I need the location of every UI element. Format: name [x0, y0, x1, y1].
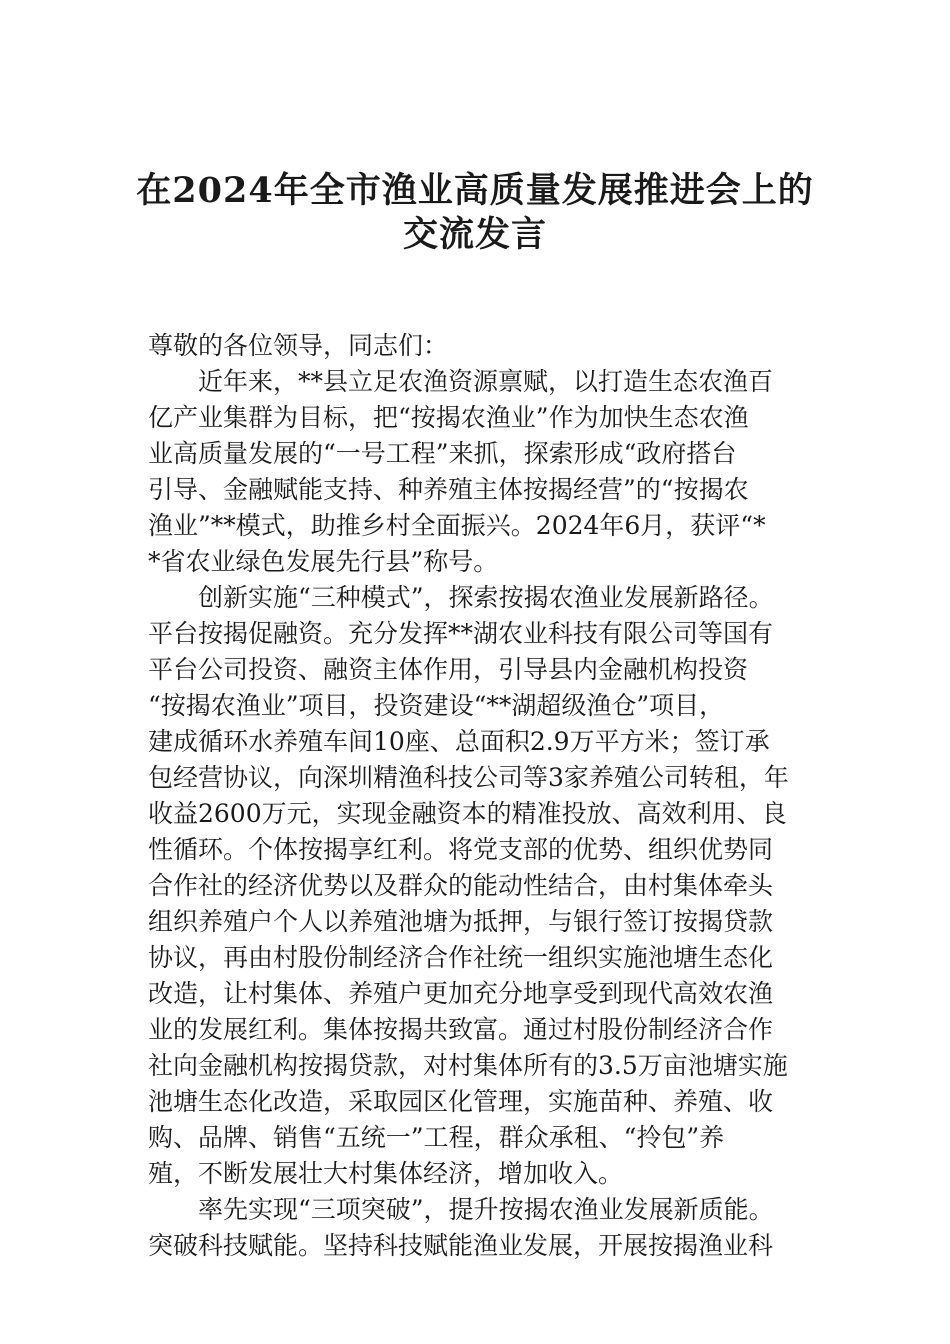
- paragraph-line: 建成循环水养殖车间10座、总面积2.9万平方米；签订承: [148, 727, 770, 756]
- paragraph-line: 协议，再由村股份制经济合作社统一组织实施池塘生态化: [148, 943, 774, 972]
- paragraph-line: 改造，让村集体、养殖户更加充分地享受到现代高效农渔: [148, 979, 774, 1008]
- paragraph-line: *省农业绿色发展先行县”称号。: [148, 547, 499, 576]
- paragraph-line: 渔业”**模式，助推乡村全面振兴。2024年6月，获评“*: [148, 511, 766, 540]
- paragraph-line: 购、品牌、销售“五统一”工程，群众承租、“拎包”养: [148, 1123, 725, 1152]
- paragraph-line: 组织养殖户个人以养殖池塘为抵押，与银行签订按揭贷款: [148, 907, 774, 936]
- paragraph-line: 合作社的经济优势以及群众的能动性结合，由村集体牵头: [148, 871, 774, 900]
- paragraph-line: 引导、金融赋能支持、种养殖主体按揭经营”的“按揭农: [148, 475, 749, 504]
- document-title-line-2: 交流发言: [402, 214, 547, 255]
- paragraph-line: 业高质量发展的“一号工程”来抓，探索形成“政府搭台: [148, 439, 737, 468]
- paragraph-line: 创新实施“三种模式”，探索按揭农渔业发展新路径。: [198, 583, 774, 612]
- paragraph-line: 平台公司投资、融资主体作用，引导县内金融机构投资: [148, 655, 749, 684]
- salutation: 尊敬的各位领导，同志们：: [148, 331, 449, 360]
- paragraph-line: 收益2600万元，实现金融资本的精准投放、高效利用、良: [148, 799, 787, 828]
- paragraph-line: 近年来，**县立足农渔资源禀赋，以打造生态农渔百: [198, 367, 774, 396]
- paragraph-line: 突破科技赋能。坚持科技赋能渔业发展，开展按揭渔业科: [148, 1231, 774, 1260]
- paragraph-line: 亿产业集群为目标，把“按揭农渔业”作为加快生态农渔: [148, 403, 749, 432]
- paragraph-line: 池塘生态化改造，采取园区化管理，实施苗种、养殖、收: [148, 1087, 774, 1116]
- paragraph-line: “按揭农渔业”项目，投资建设“**湖超级渔仓”项目，: [148, 691, 725, 720]
- paragraph-line: 社向金融机构按揭贷款，对村集体所有的3.5万亩池塘实施: [148, 1051, 788, 1080]
- paragraph-line: 业的发展红利。集体按揭共致富。通过村股份制经济合作: [148, 1015, 774, 1044]
- paragraph-line: 平台按揭促融资。充分发挥**湖农业科技有限公司等国有: [148, 619, 774, 648]
- document-title-line-1: 在2024年全市渔业高质量发展推进会上的: [136, 170, 814, 211]
- paragraph-line: 性循环。个体按揭享红利。将党支部的优势、组织优势同: [148, 835, 774, 864]
- paragraph-line: 包经营协议，向深圳精渔科技公司等3家养殖公司转租，年: [148, 763, 789, 792]
- paragraph-line: 率先实现“三项突破”，提升按揭农渔业发展新质能。: [198, 1195, 774, 1224]
- paragraph-line: 殖，不断发展壮大村集体经济，增加收入。: [148, 1159, 624, 1188]
